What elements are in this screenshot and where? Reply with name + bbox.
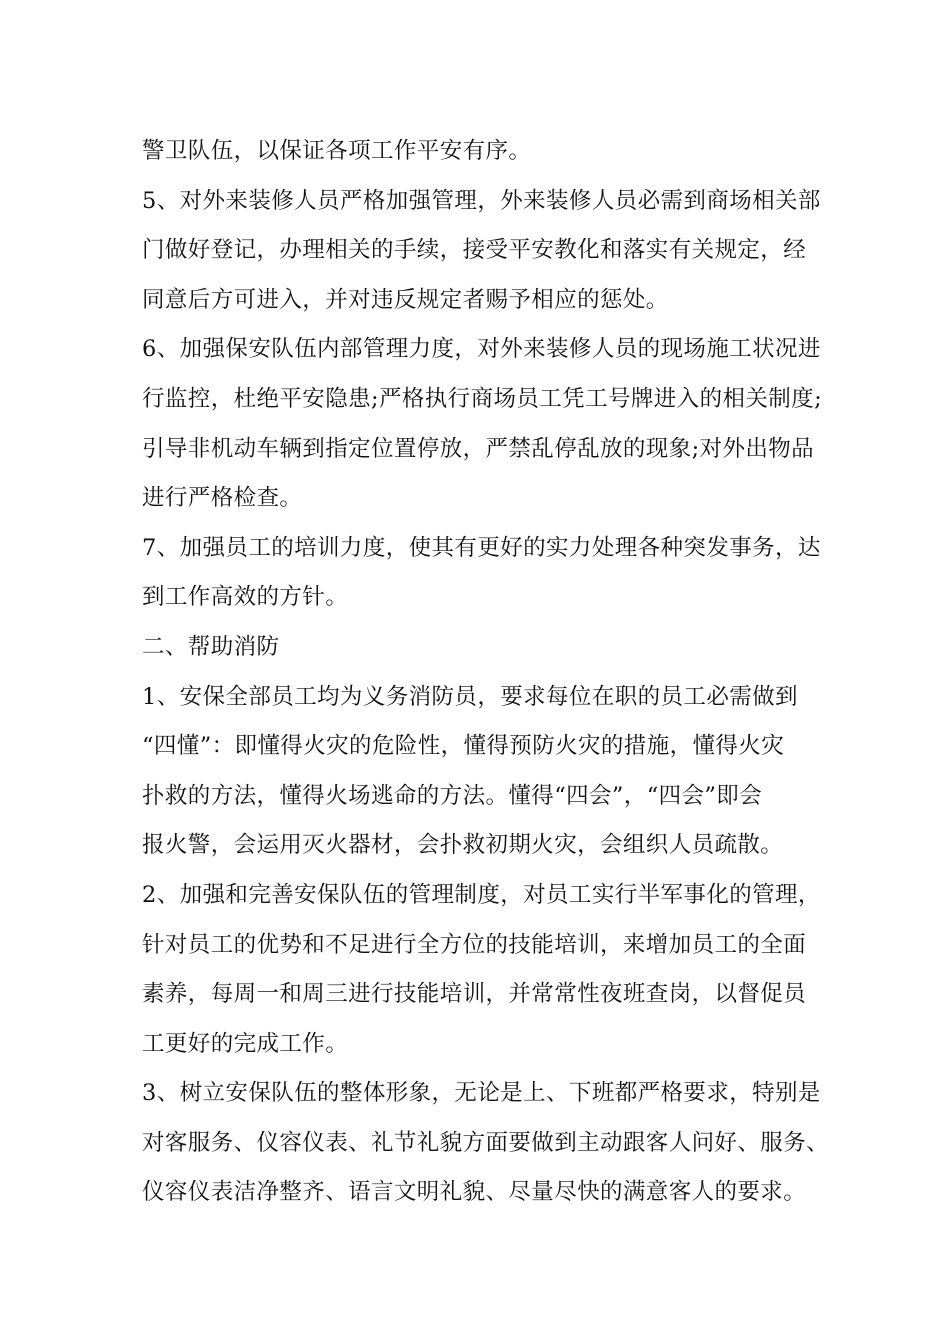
text-line: 报火警，会运用灭火器材，会扑救初期火灾，会组织人员疏散。	[142, 832, 784, 859]
text-line: 仪容仪表洁净整齐、语言文明礼貌、尽量尽快的满意客人的要求。	[142, 1179, 807, 1206]
text-line: 3、树立安保队伍的整体形象，无论是上、下班都严格要求，特别是	[142, 1080, 821, 1107]
text-line: 1、安保全部员工均为义务消防员，要求每位在职的员工必需做到	[142, 683, 798, 710]
text-line: 工更好的完成工作。	[142, 1030, 349, 1057]
section-heading: 二、帮助消防	[142, 633, 280, 660]
text-line: 行监控，杜绝平安隐患;严格执行商场员工凭工号牌进入的相关制度;	[142, 385, 823, 412]
text-line: 素养，每周一和周三进行技能培训，并常常性夜班查岗，以督促员	[142, 981, 807, 1008]
text-line: 引导非机动车辆到指定位置停放，严禁乱停乱放的现象;对外出物品	[142, 435, 815, 462]
text-line: “四懂”：即懂得火灾的危险性，懂得预防火灾的措施，懂得火灾	[142, 733, 785, 760]
text-line: 同意后方可进入，并对违反规定者赐予相应的惩处。	[142, 286, 669, 313]
text-line: 门做好登记，办理相关的手续，接受平安教化和落实有关规定，经	[142, 237, 807, 264]
text-line: 到工作高效的方针。	[142, 584, 349, 611]
text-line: 警卫队伍，以保证各项工作平安有序。	[142, 138, 532, 164]
text-line: 扑救的方法，懂得火场逃命的方法。懂得“四会”，“四会”即会	[142, 782, 763, 809]
text-line: 7、加强员工的培训力度，使其有更好的实力处理各种突发事务，达	[142, 534, 821, 561]
body-text	[142, 127, 830, 1218]
text-line: 6、加强保安队伍内部管理力度，对外来装修人员的现场施工状况进	[142, 336, 821, 363]
text-line: 针对员工的优势和不足进行全方位的技能培训，来增加员工的全面	[142, 931, 807, 958]
text-line: 进行严格检查。	[142, 485, 303, 512]
text-line: 对客服务、仪容仪表、礼节礼貌方面要做到主动跟客人问好、服务、	[142, 1129, 830, 1156]
text-line: 5、对外来装修人员严格加强管理，外来装修人员必需到商场相关部	[142, 187, 821, 214]
text-line: 2、加强和完善安保队伍的管理制度，对员工实行半军事化的管理，	[142, 881, 821, 908]
